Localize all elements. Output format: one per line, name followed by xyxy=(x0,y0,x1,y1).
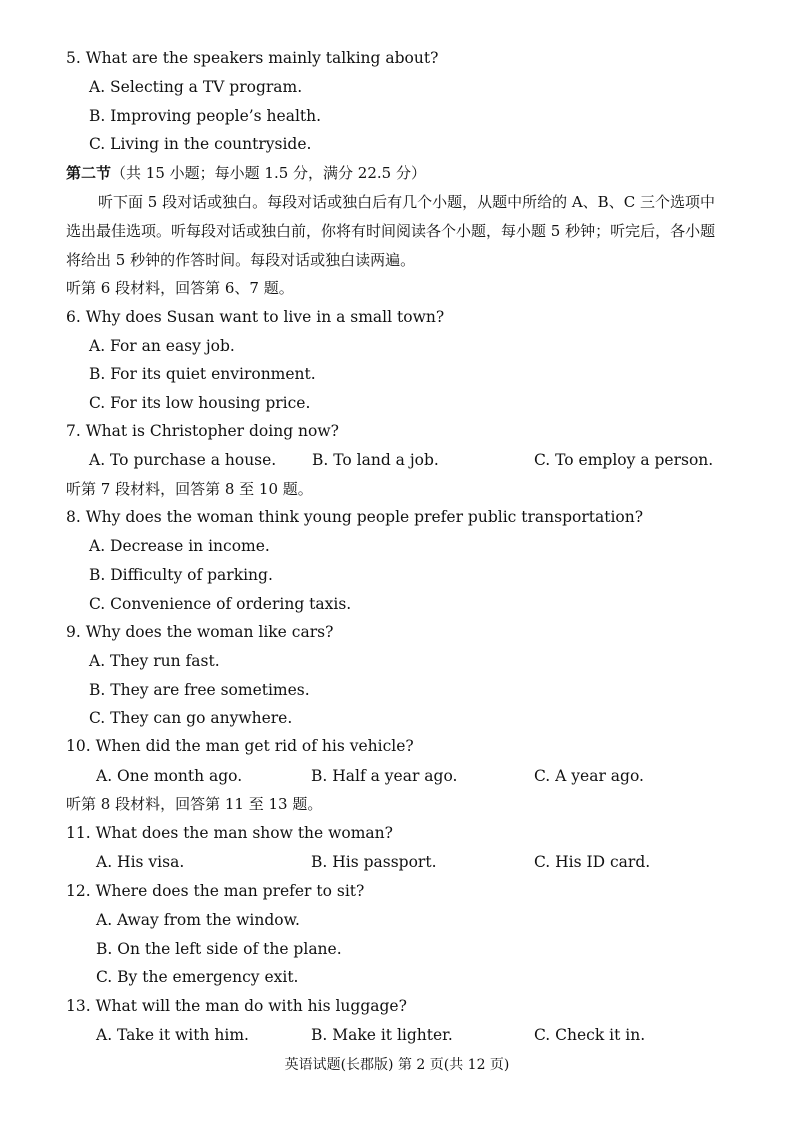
question-9-option-b: B. They are free sometimes. xyxy=(89,681,310,699)
question-8-option-c: C. Convenience of ordering taxis. xyxy=(89,595,352,613)
question-5-stem: 5. What are the speakers mainly talking about? xyxy=(66,49,439,67)
question-10-option-c: C. A year ago. xyxy=(534,767,644,785)
question-10-stem: 10. When did the man get rid of his vehicle? xyxy=(66,737,414,755)
question-10-option-a: A. One month ago. xyxy=(96,767,243,785)
question-8-stem: 8. Why does the woman think young people prefer public transportation? xyxy=(66,508,644,526)
section-2-title: 第二节 xyxy=(66,164,112,182)
question-13-stem: 13. What will the man do with his luggage? xyxy=(66,997,407,1015)
question-7-option-a: A. To purchase a house. xyxy=(89,451,277,469)
question-9-stem: 9. Why does the woman like cars? xyxy=(66,623,334,641)
question-5-option-b: B. Improving people’s health. xyxy=(89,107,322,125)
material-7-heading: 听第 7 段材料，回答第 8 至 10 题。 xyxy=(66,480,313,498)
question-7-stem: 7. What is Christopher doing now? xyxy=(66,422,339,440)
question-5-option-c: C. Living in the countryside. xyxy=(89,135,312,153)
section-2-note: （共 15 小题；每小题 1.5 分，满分 22.5 分） xyxy=(111,164,426,182)
question-6-option-c: C. For its low housing price. xyxy=(89,394,311,412)
question-8-option-b: B. Difficulty of parking. xyxy=(89,566,273,584)
question-13-option-b: B. Make it lighter. xyxy=(311,1026,453,1044)
section-2-instructions-line-2: 选出最佳选项。听每段对话或独白前，你将有时间阅读各个小题，每小题 5 秒钟；听完后，各小题 xyxy=(66,222,716,240)
question-7-option-b: B. To land a job. xyxy=(312,451,439,469)
material-6-heading: 听第 6 段材料，回答第 6、7 题。 xyxy=(66,279,294,297)
question-9-option-c: C. They can go anywhere. xyxy=(89,709,293,727)
question-12-stem: 12. Where does the man prefer to sit? xyxy=(66,882,365,900)
section-2-heading xyxy=(66,163,426,183)
question-10-option-b: B. Half a year ago. xyxy=(311,767,458,785)
section-2-instructions-line-3: 将给出 5 秒钟的作答时间。每段对话或独白读两遍。 xyxy=(66,251,416,269)
material-8-heading: 听第 8 段材料，回答第 11 至 13 题。 xyxy=(66,795,323,813)
question-5-option-a: A. Selecting a TV program. xyxy=(89,78,303,96)
question-9-option-a: A. They run fast. xyxy=(89,652,220,670)
question-11-option-c: C. His ID card. xyxy=(534,853,651,871)
question-11-option-a: A. His visa. xyxy=(96,853,185,871)
page-footer: 英语试题(长郡版) 第 2 页(共 12 页) xyxy=(284,1057,510,1073)
question-7-option-c: C. To employ a person. xyxy=(534,451,714,469)
question-11-stem: 11. What does the man show the woman? xyxy=(66,824,393,842)
question-12-option-c: C. By the emergency exit. xyxy=(96,968,299,986)
question-6-stem: 6. Why does Susan want to live in a small town? xyxy=(66,308,445,326)
question-12-option-b: B. On the left side of the plane. xyxy=(96,940,342,958)
question-6-option-b: B. For its quiet environment. xyxy=(89,365,316,383)
question-11-option-b: B. His passport. xyxy=(311,853,437,871)
question-6-option-a: A. For an easy job. xyxy=(89,337,235,355)
question-13-option-a: A. Take it with him. xyxy=(96,1026,249,1044)
question-8-option-a: A. Decrease in income. xyxy=(89,537,270,555)
section-2-instructions-line-1: 听下面 5 段对话或独白。每段对话或独白后有几个小题，从题中所给的 A、B、C 三个选项中 xyxy=(98,193,715,211)
question-12-option-a: A. Away from the window. xyxy=(96,911,300,929)
question-13-option-c: C. Check it in. xyxy=(534,1026,646,1044)
